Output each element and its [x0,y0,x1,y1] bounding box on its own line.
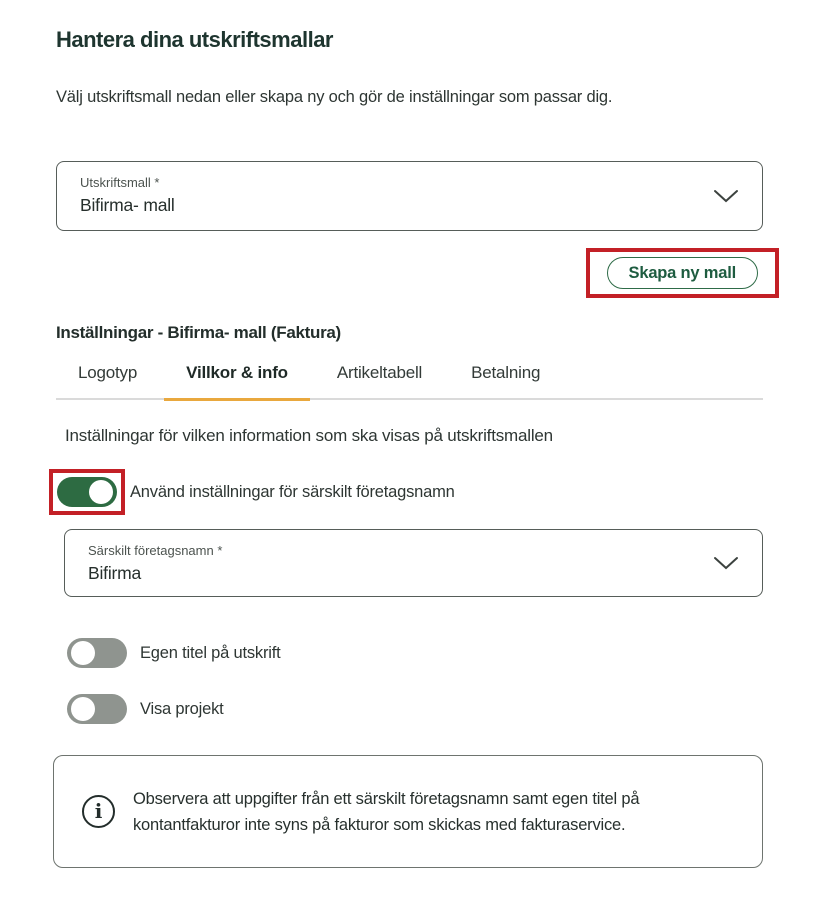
toggle-knob [71,641,95,665]
tab-logotyp[interactable]: Logotyp [78,363,138,382]
info-icon: i [82,795,115,828]
tab-artikeltabell[interactable]: Artikeltabell [336,363,423,382]
info-text: Observera att uppgifter från ett särskilt företagsnamn samt egen titel på kontantfakturor inte syns på fakturor som skickas med fakturaservice. [133,789,640,834]
sarskilt-foretagsnamn-select[interactable] [64,529,763,597]
create-template-row [56,248,779,298]
select-label: Utskriftsmall * [80,175,160,190]
annotation-highlight-toggle [49,469,125,515]
settings-tabs [56,351,763,400]
toggle-label: Visa projekt [140,699,224,718]
tab-description: Inställningar för vilken information som ska visas på utskriftsmallen [65,426,553,445]
company-name-toggle-row [56,469,763,515]
toggle-label: Egen titel på utskrift [140,643,281,662]
chevron-down-icon [713,556,739,570]
toggle-label: Använd inställningar för särskilt företagsnamn [130,482,455,501]
settings-heading: Inställningar - Bifirma- mall (Faktura) [56,323,341,342]
intro-text: Välj utskriftsmall nedan eller skapa ny och gör de inställningar som passar dig. [56,88,613,106]
show-project-toggle-row [67,694,763,724]
annotation-highlight-button [586,248,779,298]
chevron-down-icon [713,189,739,203]
tab-betalning[interactable]: Betalning [471,363,541,382]
toggle-knob [71,697,95,721]
select-value: Bifirma- mall [80,195,175,215]
toggle-knob [89,480,113,504]
page-title: Hantera dina utskriftsmallar [56,27,333,52]
custom-title-toggle-row [67,638,763,668]
info-box [53,755,763,868]
skapa-ny-mall-button[interactable]: Skapa ny mall [607,257,758,289]
visa-projekt-toggle[interactable] [67,694,127,724]
egen-titel-toggle[interactable] [67,638,127,668]
tab-villkor-info[interactable]: Villkor & info [164,351,310,398]
anvand-installningar-toggle[interactable] [57,477,117,507]
select-label: Särskilt företagsnamn * [88,543,223,558]
select-value: Bifirma [88,563,142,583]
utskriftsmall-select[interactable] [56,161,763,231]
